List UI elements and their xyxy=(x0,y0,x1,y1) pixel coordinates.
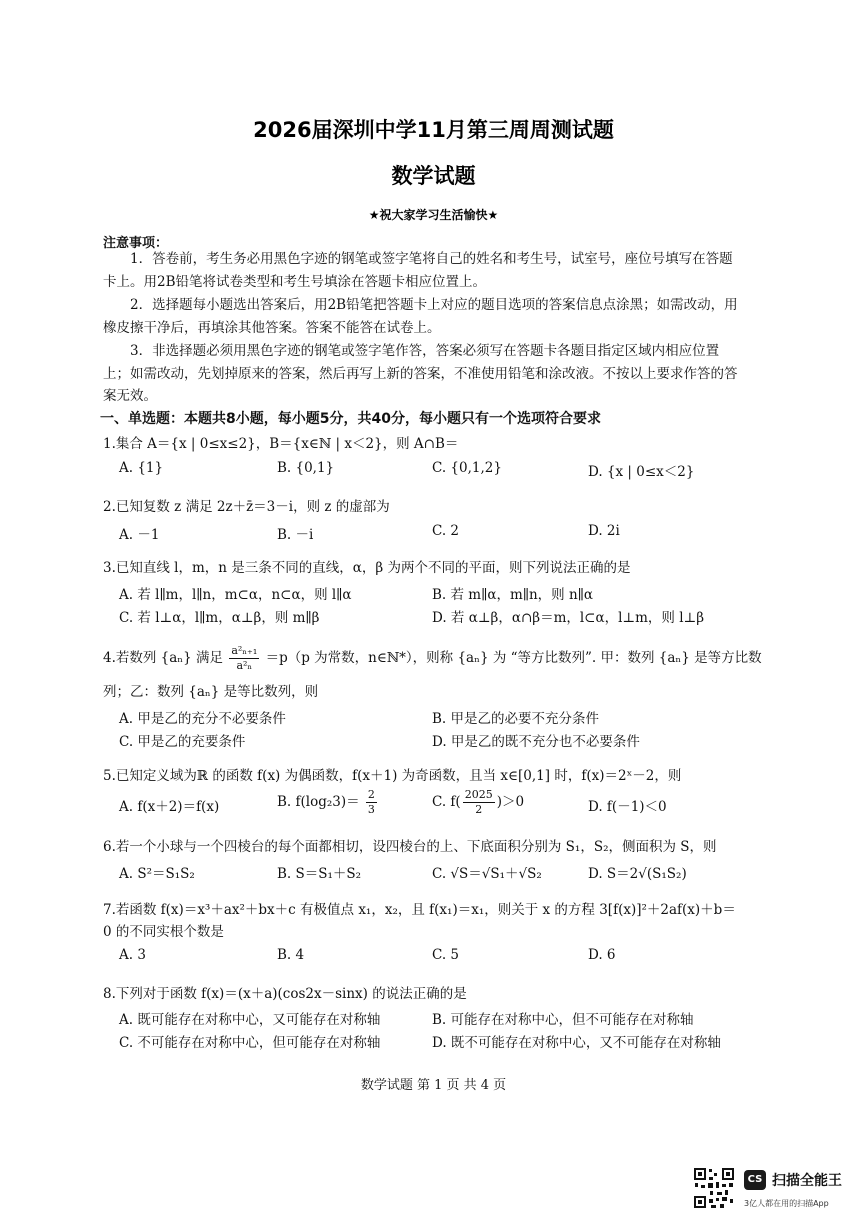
question-3-stem: 3.已知直线 l，m，n 是三条不同的直线，α，β 为两个不同的平面，则下列说法正确的是 xyxy=(103,560,631,576)
question-5-option-c-pre: C. f( xyxy=(432,794,461,810)
question-6-option-d: D. S＝2√(S₁S₂) xyxy=(588,866,687,882)
question-4-option-a: A. 甲是乙的充分不必要条件 xyxy=(119,711,286,727)
camscanner-logo-icon: CS xyxy=(744,1170,766,1190)
question-7-option-b: B. 4 xyxy=(277,947,305,963)
question-5-option-d: D. f(－1)＜0 xyxy=(588,799,667,815)
question-2-option-c: C. 2 xyxy=(432,523,460,539)
page-footer: 数学试题 第 1 页 共 4 页 xyxy=(360,1078,507,1093)
fraction xyxy=(366,788,377,817)
question-8-option-a: A. 既可能存在对称中心，又可能存在对称轴 xyxy=(119,1012,381,1028)
notice-line: 卡上。用2B铅笔将试卷类型和考生号填涂在答题卡相应位置上。 xyxy=(103,274,487,290)
question-4-stem-line2: 列；乙：数列 {aₙ} 是等比数列，则 xyxy=(103,684,319,700)
question-4-option-d: D. 甲是乙的既不充分也不必要条件 xyxy=(432,734,640,750)
exam-title: 2026届深圳中学11月第三周周测试题 xyxy=(253,118,614,142)
question-7-stem-line2: 0 的不同实根个数是 xyxy=(103,924,224,940)
notice-line: 上；如需改动，先划掉原来的答案，然后再写上新的答案，不准使用铅笔和涂改液。不按以上要求作答的答 xyxy=(103,366,738,382)
section-heading: 一、单选题：本题共8小题，每小题5分，共40分，每小题只有一个选项符合要求 xyxy=(100,411,601,427)
qr-code-icon xyxy=(693,1167,735,1209)
question-1-option-c: C. {0,1,2} xyxy=(432,460,502,476)
fraction-numerator: 2025 xyxy=(464,788,493,801)
question-3-option-d: D. 若 α⊥β，α∩β＝m，l⊂α，l⊥m，则 l⊥β xyxy=(432,610,705,626)
fraction-denominator: 3 xyxy=(367,803,375,816)
question-5-option-b xyxy=(277,788,379,817)
question-5-option-c xyxy=(432,788,524,817)
question-7-option-a: A. 3 xyxy=(119,947,146,963)
notice-line: 2．选择题每小题选出答案后，用2B铅笔把答题卡上对应的题目选项的答案信息点涂黑；如需改动，用 xyxy=(103,297,738,313)
question-4-stem-post: ＝p（p 为常数，n∈ℕ*），则称 {aₙ} 为 “等方比数列”. 甲：数列 {aₙ} 是等方比数 xyxy=(265,650,762,666)
question-4-stem-pre: 4.若数列 {aₙ} 满足 xyxy=(103,650,224,666)
question-8-option-d: D. 既不可能存在对称中心，又不可能存在对称轴 xyxy=(432,1035,721,1051)
notice-line: 3．非选择题必须用黑色字迹的钢笔或签字笔作答，答案必须写在答题卡各题目指定区域内相应位置 xyxy=(103,343,720,359)
notice-line: 案无效。 xyxy=(103,388,157,404)
question-7-option-d: D. 6 xyxy=(588,947,616,963)
fraction-denominator: a²ₙ xyxy=(236,659,253,672)
question-4-option-b: B. 甲是乙的必要不充分条件 xyxy=(432,711,600,727)
question-6-option-c: C. √S＝√S₁＋√S₂ xyxy=(432,866,542,882)
question-5-stem: 5.已知定义域为ℝ 的函数 f(x) 为偶函数，f(x＋1) 为奇函数，且当 x∈[0,1] 时，f(x)＝2ˣ－2，则 xyxy=(103,768,682,784)
question-5-option-c-post: )＞0 xyxy=(496,794,525,810)
question-5-option-b-pre: B. f(log₂3)＝ xyxy=(277,794,360,810)
question-4-option-c: C. 甲是乙的充要条件 xyxy=(119,734,246,750)
question-3-option-b: B. 若 m∥α，m∥n，则 n∥α xyxy=(432,587,594,603)
question-3-option-a: A. 若 l∥m，l∥n，m⊂α，n⊂α，则 l∥α xyxy=(119,587,352,603)
question-5-option-a: A. f(x＋2)＝f(x) xyxy=(119,799,220,815)
notice-line: 橡皮擦干净后，再填涂其他答案。答案不能答在试卷上。 xyxy=(103,320,441,336)
question-7-stem: 7.若函数 f(x)＝x³＋ax²＋bx＋c 有极值点 x₁，x₂，且 f(x₁)＝x₁，则关于 x 的方程 3[f(x)]²＋2af(x)＋b＝ xyxy=(103,902,736,918)
question-8-option-b: B. 可能存在对称中心，但不可能存在对称轴 xyxy=(432,1012,694,1028)
question-6-option-b: B. S＝S₁＋S₂ xyxy=(277,866,362,882)
question-1-option-b: B. {0,1} xyxy=(277,460,335,476)
question-2-option-b: B. －i xyxy=(277,527,314,543)
question-8-stem: 8.下列对于函数 f(x)＝(x＋a)(cos2x－sinx) 的说法正确的是 xyxy=(103,986,467,1002)
scanner-tagline: 3亿人都在用的扫描App xyxy=(744,1199,829,1208)
question-8-option-c: C. 不可能存在对称中心，但可能存在对称轴 xyxy=(119,1035,381,1051)
question-2-option-d: D. 2i xyxy=(588,523,620,539)
question-7-option-c: C. 5 xyxy=(432,947,460,963)
question-4-stem xyxy=(103,644,762,673)
question-1-option-a: A. {1} xyxy=(119,460,164,476)
fraction xyxy=(229,644,259,673)
notice-heading: 注意事项： xyxy=(103,236,169,251)
question-3-option-c: C. 若 l⊥α，l∥m，α⊥β，则 m∥β xyxy=(119,610,320,626)
fraction xyxy=(463,788,495,817)
question-2-option-a: A. －1 xyxy=(119,527,160,543)
fraction-denominator: 2 xyxy=(475,803,483,816)
question-1-stem: 1.集合 A＝{x | 0≤x≤2}，B＝{x∈ℕ | x＜2}，则 A∩B＝ xyxy=(103,436,459,452)
question-2-stem: 2.已知复数 z 满足 2z＋z̄＝3－i，则 z 的虚部为 xyxy=(103,499,390,515)
question-1-option-d: D. {x | 0≤x＜2} xyxy=(588,464,695,480)
fraction-numerator: 2 xyxy=(367,788,375,801)
question-6-stem: 6.若一个小球与一个四棱台的每个面都相切，设四棱台的上、下底面积分别为 S₁，S₂，侧面积为 S，则 xyxy=(103,839,717,855)
scanner-brand: 扫描全能王 xyxy=(772,1173,842,1189)
exam-motto: ★祝大家学习生活愉快★ xyxy=(368,208,499,222)
notice-line: 1．答卷前，考生务必用黑色字迹的钢笔或签字笔将自己的姓名和考生号，试室号，座位号填写在答题 xyxy=(103,251,733,267)
fraction-numerator: a²ₙ₊₁ xyxy=(231,644,258,657)
exam-subject: 数学试题 xyxy=(391,164,476,188)
question-6-option-a: A. S²＝S₁S₂ xyxy=(119,866,195,882)
